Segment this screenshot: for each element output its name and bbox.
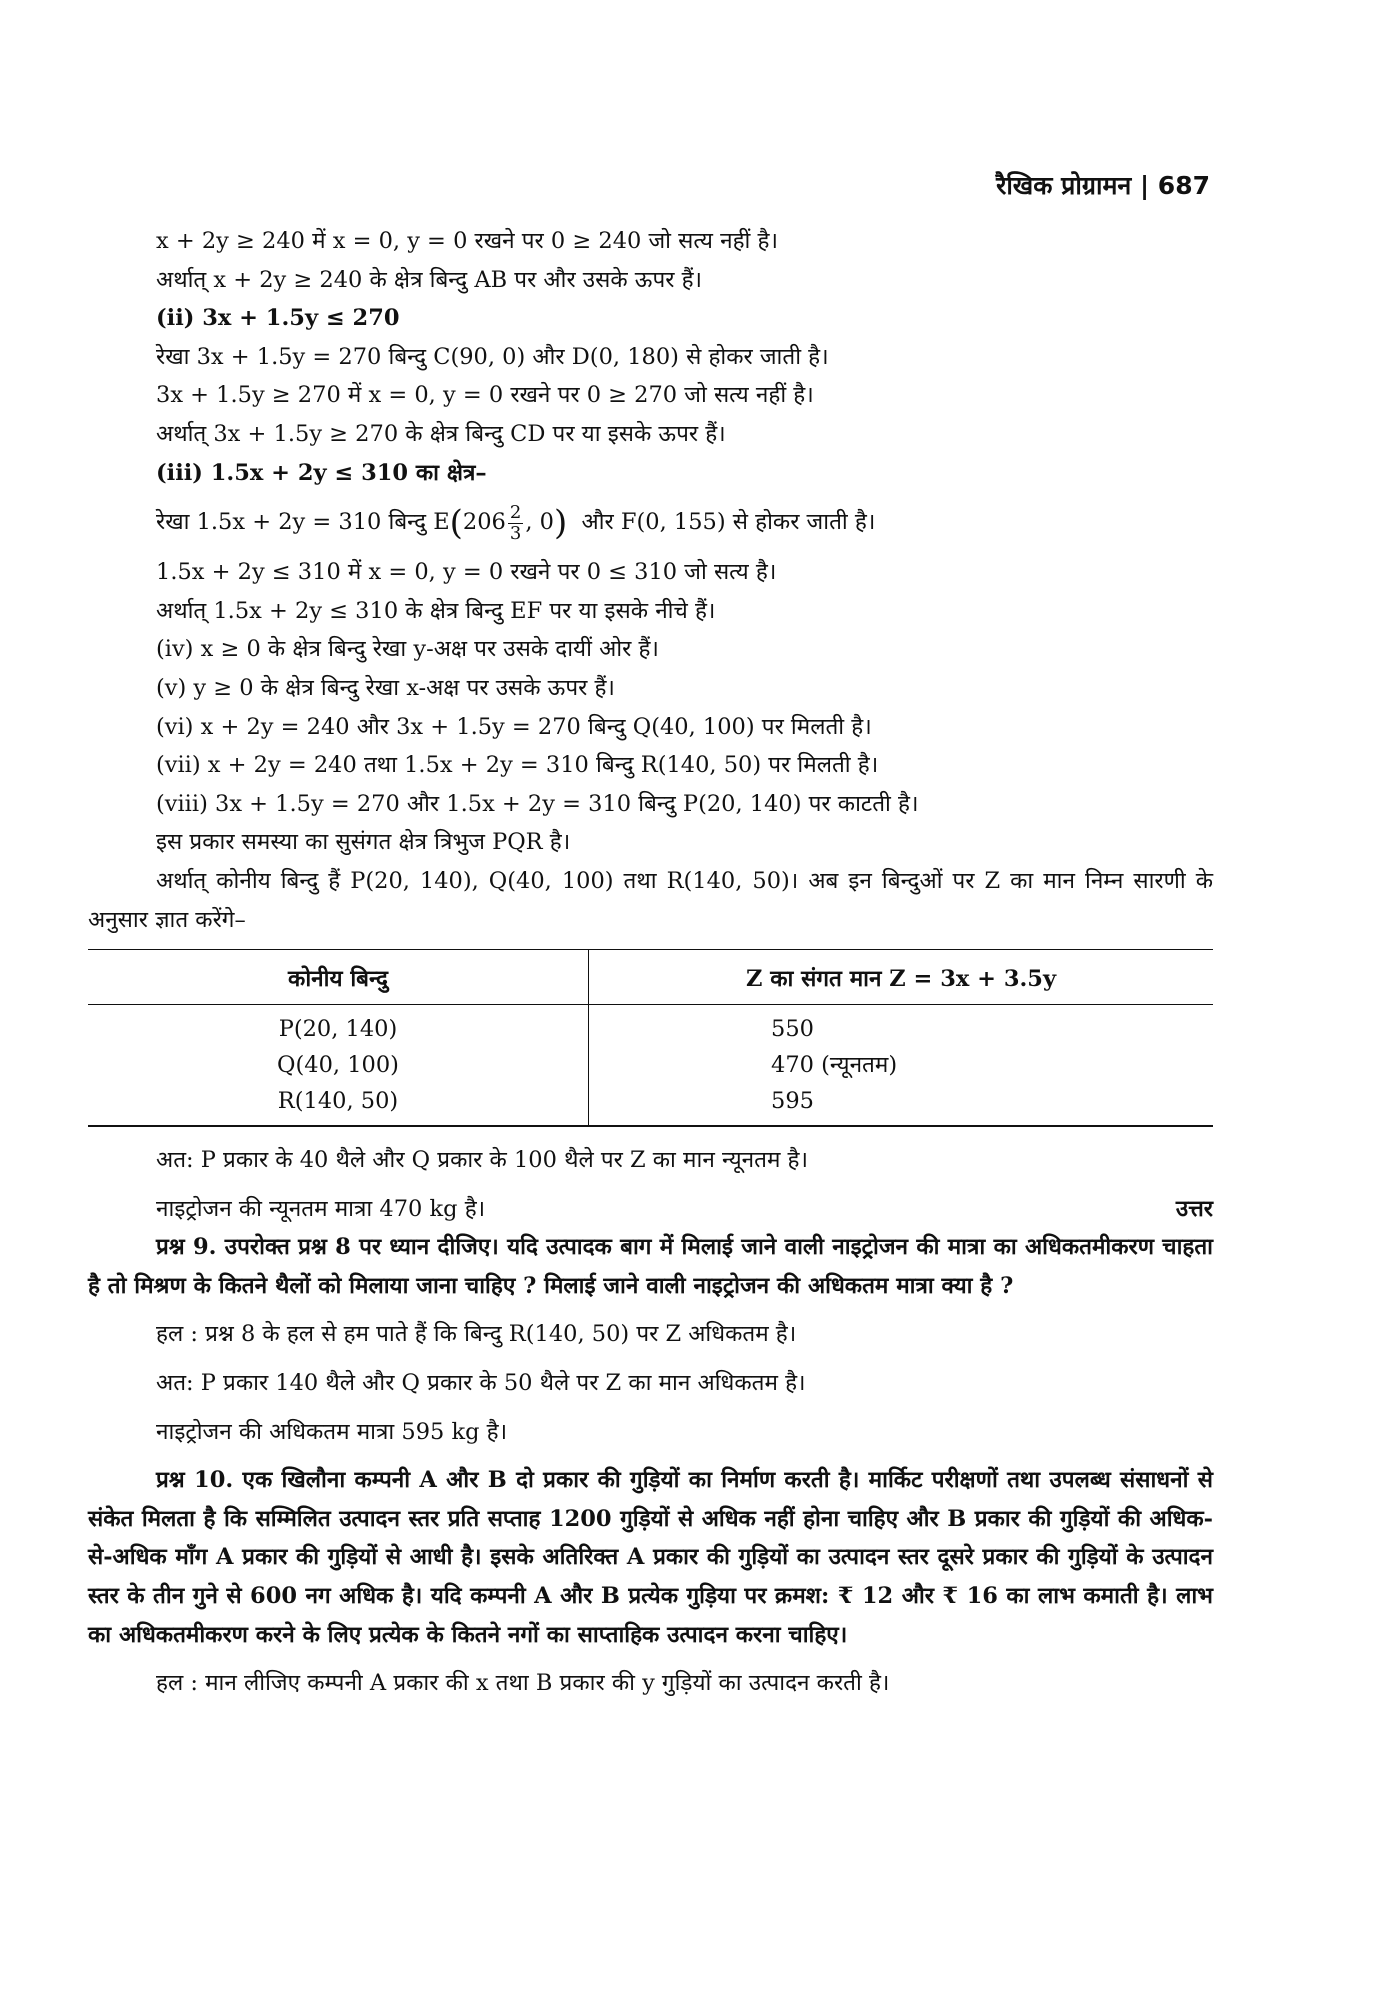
- table-header: Z का संगत मान Z = 3x + 3.5y: [589, 950, 1214, 1005]
- table-row: [88, 1005, 1213, 1048]
- text-line: अर्थात् 1.5x + 2y ≤ 310 के क्षेत्र बिन्दु EF पर या इसके नीचे हैं।: [156, 597, 716, 624]
- fraction-numerator: 2: [509, 501, 522, 523]
- line-e-post-in: , 0: [525, 509, 554, 536]
- subheading: (ii) 3x + 1.5y ≤ 270: [156, 305, 400, 332]
- text-line: 3x + 1.5y ≥ 270 में x = 0, y = 0 रखने पर 0 ≥ 270 जो सत्य नहीं है।: [156, 382, 814, 409]
- question-10: प्रश्न 10. एक खिलौना कम्पनी A और B दो प्रकार की गुड़ियों का निर्माण करती है। मार्किट परीक्षणों तथा उपलब्ध संसाधनों से संकेत मिलता है कि सम्मिलित उत्पादन स्तर प्रति सप्ताह 1200 गुड़ियों से अधिक नहीं होना चाहिए और B प्रकार की गुड़ियों की अधिक-से-अधिक माँग A प्रकार की गुड़ियों से आधी है। इसके अतिरिक्त A प्रकार की गुड़ियों का उत्पादन स्तर दूसरे प्रकार की गुड़ियों के उत्पादन स्तर के तीन गुने से 600 नग अधिक है। यदि कम्पनी A और B प्रत्येक गुड़िया पर क्रमश: ₹ 12 और ₹ 16 का लाभ कमाती है। लाभ का अधिकतमीकरण करने के लिए प्रत्येक के कितने नगों का साप्ताहिक उत्पादन करना चाहिए।: [88, 1467, 1213, 1648]
- line-e-whole: 206: [462, 509, 506, 536]
- corner-points-paragraph: अर्थात् कोनीय बिन्दु हैं P(20, 140), Q(40, 100) तथा R(140, 50)। अब इन बिन्दुओं पर Z का मान निम्न सारणी के अनुसार ज्ञात करेंगे–: [88, 867, 1213, 933]
- question-9: प्रश्न 9. उपरोक्त प्रश्न 8 पर ध्यान दीजिए। यदि उत्पादक बाग में मिलाई जाने वाली नाइट्रोजन की मात्रा का अधिकतमीकरण चाहता है तो मिश्रण के कितने थैलों को मिलाया जाना चाहिए ? मिलाई जाने वाली नाइट्रोजन की अधिकतम मात्रा क्या है ?: [88, 1234, 1213, 1299]
- corner-points-table: [88, 949, 1213, 1127]
- line-e-post: और F(0, 155) से होकर जाती है।: [581, 509, 876, 536]
- table-cell: R(140, 50): [88, 1083, 589, 1126]
- page-header: रैखिक प्रोग्रामन | 687: [996, 171, 1210, 200]
- table-cell: P(20, 140): [88, 1005, 589, 1048]
- text-line: अर्थात् x + 2y ≥ 240 के क्षेत्र बिन्दु AB पर और उसके ऊपर हैं।: [156, 266, 703, 293]
- text-line: (vii) x + 2y = 240 तथा 1.5x + 2y = 310 बिन्दु R(140, 50) पर मिलती है।: [156, 752, 879, 779]
- text-line: (iv) x ≥ 0 के क्षेत्र बिन्दु रेखा y-अक्ष पर उसके दायीं ओर हैं।: [156, 636, 659, 663]
- text-line-point-e: रेखा 1.5x + 2y = 310 बिन्दु E(206 $\frac{2}{3}$ , 0) और F(0, 155) से होकर जाती है।: [156, 501, 876, 544]
- table-row: [88, 1047, 1213, 1083]
- text-line: (viii) 3x + 1.5y = 270 और 1.5x + 2y = 310 बिन्दु P(20, 140) पर काटती है।: [156, 790, 919, 817]
- table-cell: 550: [771, 1016, 814, 1043]
- line-e-pre: रेखा 1.5x + 2y = 310 बिन्दु E: [156, 509, 450, 536]
- answer-label: उत्तर: [1175, 1195, 1213, 1222]
- table-cell: 595: [589, 1083, 1214, 1126]
- solution-line: नाइट्रोजन की अधिकतम मात्रा 595 kg है।: [156, 1418, 508, 1445]
- subheading: (iii) 1.5x + 2y ≤ 310 का क्षेत्र–: [156, 459, 487, 486]
- text-line: x + 2y ≥ 240 में x = 0, y = 0 रखने पर 0 ≥ 240 जो सत्य नहीं है।: [156, 228, 778, 254]
- answer-line: [88, 1190, 1213, 1229]
- solution-line: हल : प्रश्न 8 के हल से हम पाते हैं कि बिन्दु R(140, 50) पर Z अधिकतम है।: [156, 1321, 797, 1348]
- text-line: (vi) x + 2y = 240 और 3x + 1.5y = 270 बिन्दु Q(40, 100) पर मिलती है।: [156, 713, 872, 740]
- solution-line: हल : मान लीजिए कम्पनी A प्रकार की x तथा B प्रकार की y गुड़ियों का उत्पादन करती है।: [156, 1670, 890, 1697]
- text-line: अत: P प्रकार के 40 थैले और Q प्रकार के 100 थैले पर Z का मान न्यूनतम है।: [156, 1147, 809, 1174]
- fraction: [508, 503, 523, 544]
- text-line: नाइट्रोजन की न्यूनतम मात्रा 470 kg है।: [156, 1195, 486, 1222]
- text-line: 1.5x + 2y ≤ 310 में x = 0, y = 0 रखने पर 0 ≤ 310 जो सत्य है।: [156, 559, 777, 586]
- text-line: अर्थात् 3x + 1.5y ≥ 270 के क्षेत्र बिन्दु CD पर या इसके ऊपर हैं।: [156, 420, 726, 447]
- table-cell: Q(40, 100): [88, 1047, 589, 1083]
- solution-line: अत: P प्रकार 140 थैले और Q प्रकार के 50 थैले पर Z का मान अधिकतम है।: [156, 1370, 806, 1397]
- text-line: रेखा 3x + 1.5y = 270 बिन्दु C(90, 0) और D(0, 180) से होकर जाती है।: [156, 343, 829, 370]
- table-row: [88, 1083, 1213, 1126]
- page-content: [88, 222, 1213, 1703]
- text-line: (v) y ≥ 0 के क्षेत्र बिन्दु रेखा x-अक्ष पर उसके ऊपर हैं।: [156, 674, 615, 701]
- fraction-denominator: 3: [509, 522, 522, 544]
- table-cell: 470 (न्यूनतम): [771, 1052, 898, 1079]
- table-header: कोनीय बिन्दु: [88, 950, 589, 1005]
- text-line: इस प्रकार समस्या का सुसंगत क्षेत्र त्रिभुज PQR है।: [156, 829, 571, 856]
